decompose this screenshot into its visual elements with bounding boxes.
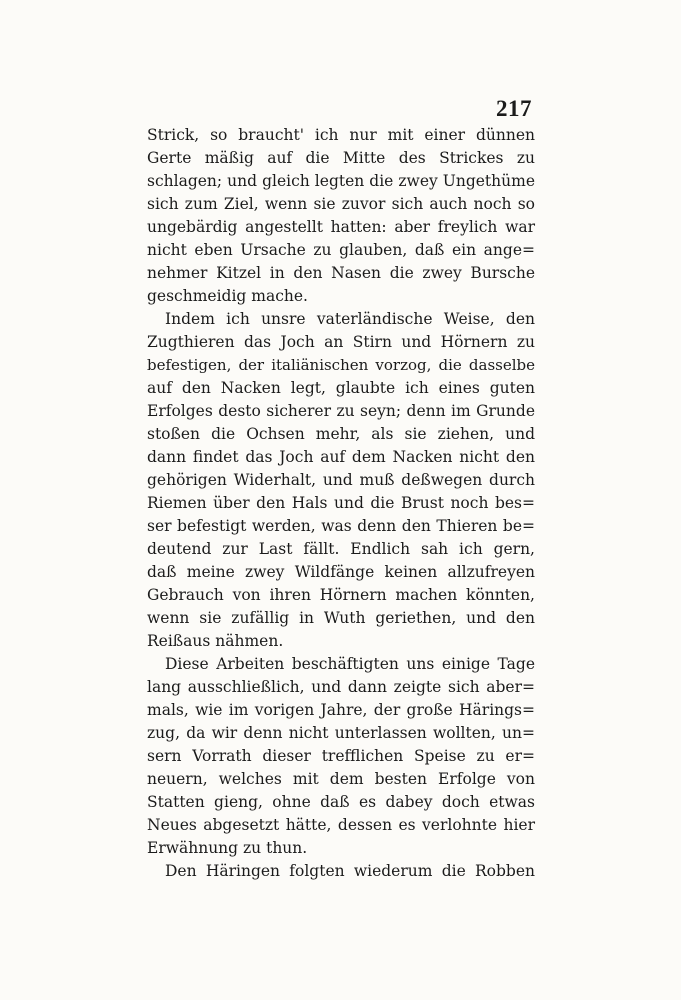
text-line: sich zum Ziel, wenn sie zuvor sich auch noch so	[147, 195, 535, 213]
text-line: Diese Arbeiten beschäftigten uns einige Tage	[165, 655, 535, 673]
text-line: Reißaus nähmen.	[147, 632, 284, 650]
text-line: sern Vorrath dieser trefflichen Speise zu er=	[147, 747, 535, 765]
text-line: Strick, so braucht' ich nur mit einer dünnen	[147, 126, 535, 144]
text-line: stoßen die Ochsen mehr, als sie ziehen, und	[147, 425, 535, 443]
text-line: wenn sie zufällig in Wuth geriethen, und den	[147, 609, 535, 627]
text-line: ungebärdig angestellt hatten: aber freylich war	[147, 218, 535, 236]
text-line: dann findet das Joch auf dem Nacken nicht den	[147, 448, 535, 466]
text-line: geschmeidig mache.	[147, 287, 308, 305]
text-line: lang ausschließlich, und dann zeigte sich aber=	[147, 678, 535, 696]
text-line: Gerte mäßig auf die Mitte des Strickes zu	[147, 149, 535, 167]
text-line: Den Häringen folgten wiederum die Robben	[165, 862, 535, 880]
text-line: Riemen über den Hals und die Brust noch bes=	[147, 494, 535, 512]
text-line: Gebrauch von ihren Hörnern machen könnten,	[147, 586, 535, 604]
text-line: deutend zur Last fällt. Endlich sah ich gern,	[147, 540, 535, 558]
text-line: mals, wie im vorigen Jahre, der große Härings=	[147, 701, 535, 719]
text-line: Zugthieren das Joch an Stirn und Hörnern zu	[147, 333, 535, 351]
text-line: Neues abgesetzt hätte, dessen es verlohnte hier	[147, 816, 535, 834]
text-line: befestigen, der italiänischen vorzog, die dasselbe	[147, 356, 535, 374]
text-line: daß meine zwey Wildfänge keinen allzufreyen	[147, 563, 535, 581]
text-line: nehmer Kitzel in den Nasen die zwey Bursche	[147, 264, 535, 282]
body-text	[147, 124, 535, 883]
text-line: neuern, welches mit dem besten Erfolge von	[147, 770, 535, 788]
text-line: gehörigen Widerhalt, und muß deßwegen durch	[147, 471, 535, 489]
text-line: ser befestigt werden, was denn den Thieren be=	[147, 517, 535, 535]
text-line: zug, da wir denn nicht unterlassen wollten, un=	[147, 724, 535, 742]
page-number: 217	[496, 96, 532, 121]
text-line: nicht eben Ursache zu glauben, daß ein ange=	[147, 241, 535, 259]
text-line: Indem ich unsre vaterländische Weise, den	[165, 310, 535, 328]
text-line: schlagen; und gleich legten die zwey Ungethüme	[147, 172, 535, 190]
text-line: Erwähnung zu thun.	[147, 839, 308, 857]
text-line: Statten gieng, ohne daß es dabey doch etwas	[147, 793, 535, 811]
text-line: Erfolges desto sicherer zu seyn; denn im Grunde	[147, 402, 535, 420]
text-line: auf den Nacken legt, glaubte ich eines guten	[147, 379, 535, 397]
